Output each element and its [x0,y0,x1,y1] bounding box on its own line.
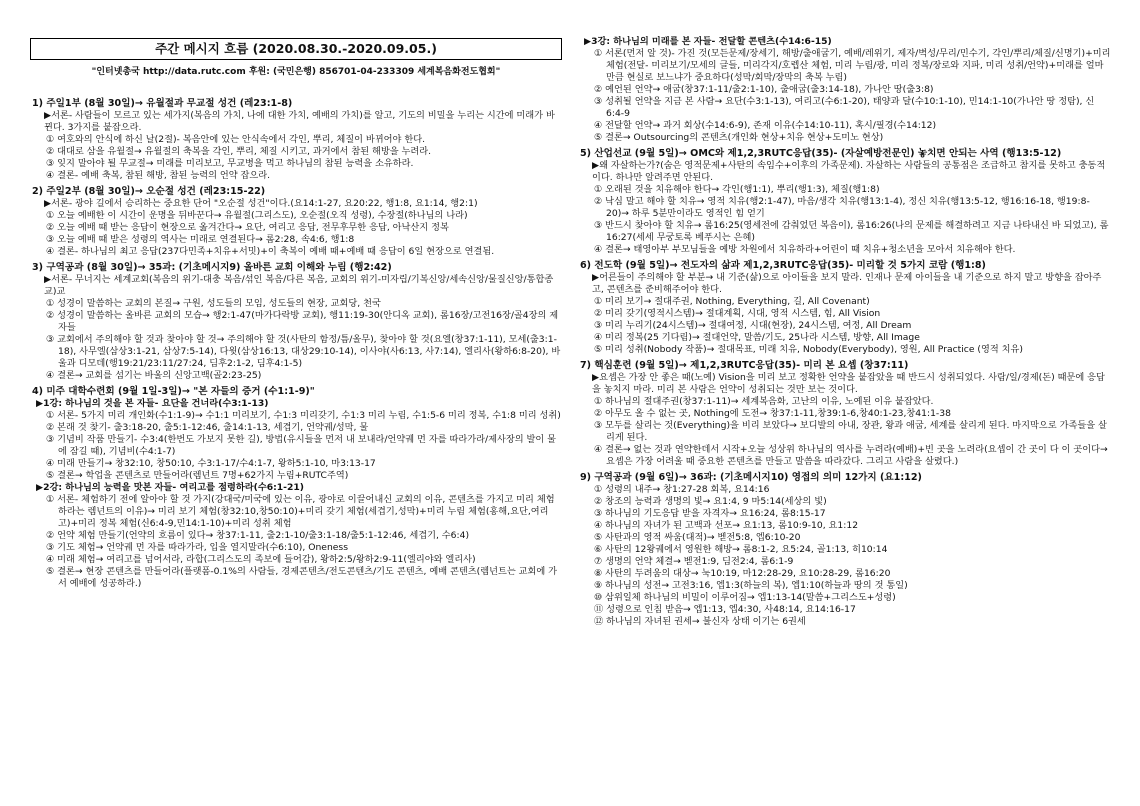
list-item: ① 오늘 예배한 이 시간이 운명을 뒤바꾼다→ 유월절(그리스도), 오순절(오직 성령), 수장절(하나님의 나라) [46,210,468,221]
list-item: ① 미리 보기→ 절대주권, Nothing, Everything, 길, All Covenant) [594,296,870,307]
list-item: ④ 결론→ 태영아부 부모님들을 예방 차원에서 치유하라+어린이 때 치유+청소년을 모아서 치유해야 한다. [594,244,1016,255]
list-item: ③ 미리 누리기(24시스템)→ 절대여정, 시대(현장), 24시스템, 여정, All Dream [594,320,912,331]
list-item: ④ 결론- 하나님의 최고 응답(237다민족+치유+서밋)+이 축복이 예배 때+예배 때 응답이 6일 현장으로 연결됨. [46,246,495,257]
list-item: ④ 결론- 예배 축복, 참된 해방, 참된 능력의 언약 잡으라. [46,170,271,181]
section-heading: 4) 미주 대학수련회 (9월 1일-3일)→ "본 자들의 증거 (수1:1-9)" [32,386,315,397]
list-item: ① 오래된 것을 치유해야 한다→ 각인(행1:1), 뿌리(행1:3), 체질(행1:8) [594,184,880,195]
list-item: ② 대대로 삼을 유월절→ 유월절의 축복을 각인, 뿌리, 체질 시키고, 과거에서 참된 해방을 누려라. [46,146,432,157]
list-item: ② 오늘 예배 때 받는 응답이 현장으로 옮겨간다→ 요단, 여리고 응답, 전무후무한 응답, 아낙산지 정복 [46,222,449,233]
section [30,262,562,382]
list-item: ③ 기도 체험→ 언약궤 먼 자를 따라가라, 입을 열지말라(수6:10), Oneness [46,542,348,553]
section-heading: 6) 전도학 (9월 5일)→ 전도자의 삶과 제1,2,3RUTC응답(35)- 미리할 것 5가지 코람 (행1:8) [580,260,986,271]
list-item: ② 미리 갖기(영적시스템)→ 절대계획, 시대, 영적 시스템, 힘, All Vision [594,308,881,319]
intro-text: ▶요셉은 가장 안 좋은 때(노예) Vision을 미리 보고 정확한 언약을 붙잡았을 때 반드시 성취되었다. 사람/일/경제(돈) 때문에 응답을 놓치지 마라. 미리 본 사람은 언약이 성취되는 것만 보는 것이다. [592,372,1105,395]
list-item: ④ 미리 정복(25 기다림)→ 절대언약, 말씀/기도, 25나라 시스템, 방향, All Image [594,332,920,343]
list-item: ① 여호와의 안식에 하신 날(2절)- 복음안에 있는 안식속에서 각인, 뿌리, 체질이 바뀌어야 한다. [46,134,426,145]
list-item: ④ 하나님의 자녀가 된 고백과 선포→ 요1:13, 롬10:9-10, 요1:12 [594,520,859,531]
intro-text: ▶왜 자살하는가?(숨은 영적문제+사탄의 속임수+이후의 가족문제). 자살하는 사람들의 공통점은 조급하고 참지를 못하고 충동적이다. 하나만 알려주면 안된다. [592,160,1106,183]
list-item: ③ 기념비 작품 만들기- 수3:4(한번도 가보지 못한 길), 방법(유시들을 먼저 내 보내라/언약궤 먼 자를 따라가라/제사장의 발이 물에 잠길 때), 기념비(수4:1-7) [46,434,557,457]
list-item: ⑤ 결론→ 현장 콘텐츠를 만들어라(플랫폼-0.1%의 사람들, 경제콘텐츠/전도콘텐츠/기도 콘텐츠, 예배 콘텐츠(렘넌트는 교회에 가서 예배에 성공하라.) [46,566,558,589]
section [30,98,562,182]
list-item: ⑤ 사탄과의 영적 싸움(대적)→ 벧전5:8, 엡6:10-20 [594,532,801,543]
list-item: ① 성경이 말씀하는 교회의 본질→ 구원, 성도들의 모임, 성도들의 현장, 교회당, 천국 [46,298,381,309]
section-heading: 2) 주일2부 (8월 30일)→ 오순절 성건 (레23:15-22) [32,186,266,197]
left-column [30,36,562,806]
list-item: ③ 잊지 말아야 될 무교절→ 미래를 미리보고, 무교병을 먹고 하나님의 참된 능력을 소유하라. [46,158,414,169]
left-column-content [30,98,562,594]
list-item: ⑧ 사탄의 두려움의 대상→ 눅10:19, 마12:28-29, 요10:28-29, 롬16:20 [594,568,891,579]
lecture-heading: ▶3강: 하나님의 미래를 본 자들- 전달할 콘텐츠(수14:6-15) [584,36,832,47]
section-heading: 1) 주일1부 (8월 30일)→ 유월절과 무교절 성건 (레23:1-8) [32,98,293,109]
right-column [578,36,1112,806]
section [578,472,1112,628]
section-heading: 3) 구역공과 (8월 30일)→ 35과: (기초메시지9) 올바른 교회 이해와 누림 (행2:42) [32,262,392,273]
list-item: ④ 전달할 언약→ 과거 회상(수14:6-9), 존재 이유(수14:10-11), 혹시/필경(수14:12) [594,120,937,131]
list-item: ⑤ 미리 성취(Nobody 작품)→ 절대목표, 미래 치유, Nobody(Everybody), 영원, All Practice (영적 치유) [594,344,1024,355]
list-item: ⑥ 사탄의 12왕궤에서 영원한 해방→ 롬8:1-2, 요5:24, 골1:13, 히10:14 [594,544,888,555]
list-item: ⑤ 결론→ 학업을 콘텐츠로 만들어라(렘넌트 7명+62가지 누림+RUTC주역) [46,470,349,481]
list-item: ② 아무도 올 수 없는 곳, Nothing에 도전→ 창37:1-11,창39:1-6,창40:1-23,창41:1-38 [594,408,951,419]
list-item: ③ 오늘 예배 때 받은 성령의 역사는 미래로 연결된다→ 롬2:28, 속4:6, 행1:8 [46,234,355,245]
list-item: ⑩ 삼위일체 하나님의 비밀이 이루어짐→ 엡1:13-14(말씀+그리스도+성령) [594,592,896,603]
list-item: ④ 결론→ 없는 것과 연약한데서 시작+오늘 성상위 하나님의 역사를 누려라(예배)+빈 곳을 노려라(요셉이 간 곳이 다 이 곳이다→ 요셉은 가장 어려울 때 중요한 콘텐츠를 만들고 말씀을 따라갔다. 그리고 사람을 살렸다.) [594,444,1108,467]
list-item: ③ 하나님의 기도응답 받을 자격자→ 요16:24, 롬8:15-17 [594,508,826,519]
lecture-heading: ▶2강: 하나님의 능력을 맛본 자들- 여리고를 점령하라(수6:1-21) [36,482,304,493]
list-item: ② 성경이 말씀하는 올바른 교회의 모습→ 행2:1-47(마가다락방 교회), 행11:19-30(안디옥 교회), 롬16장/고전16장/골4장의 제자들 [46,310,559,333]
intro-text: ▶서론- 광야 길에서 승리하는 중요한 단어 "오순절 성건"이다.(요14:1-27, 요20:22, 행1:8, 요1:14, 행2:1) [44,198,478,209]
section [30,186,562,258]
list-item: ⑤ 결론→ Outsourcing의 콘텐츠(개인화 현상+치유 현상+도미노 현상) [594,132,884,143]
intro-text: ▶서론- 무너지는 세계교회(복음의 위기-대충 복음/섞인 복음/다른 복음, 교회의 위기-미자립/기복신앙/세속신앙/물질신앙/통합종교)교 [44,274,554,297]
section [578,36,1112,144]
list-item: ② 본래 것 찾기- 출3:18-20, 출5:1-12:46, 출14:1-13, 세겹기, 언약궤/성막, 물 [46,422,369,433]
list-item: ② 언약 체험 만들기(언약의 흐름이 있다→ 창37:1-11, 출2:1-10/출3:1-18/출5:1-12:46, 세겹기, 수6:4) [46,530,470,541]
section [578,260,1112,356]
list-item: ⑦ 생명의 언약 체결→ 벧전1:9, 딤전2:4, 롬6:1-9 [594,556,794,567]
intro-text: ▶어른들이 주의해야 할 부분→ 내 기준(삶)으로 아이들을 보지 말라. 인재나 문제 아이들을 내 기준으로 하지 말고 방향을 잡아주고, 콘텐츠를 준비해주어야 한다. [592,272,1102,295]
section [578,360,1112,468]
list-item: ② 창조의 능력과 생명의 빛→ 요1:4, 9 마5:14(세상의 빛) [594,496,827,507]
list-item: ② 낙심 말고 해야 할 치유→ 영적 치유(행2:1-47), 마음/생각 치유(행13:1-4), 정신 치유(행13:5-12, 행16:16-18, 행19:8-20)→ 하루 5분만이라도 영적인 힘 얻기 [594,196,1090,219]
list-item: ⑫ 하나님의 자녀된 권세→ 불신자 상태 이기는 6권세 [594,616,806,627]
list-item: ① 하나님의 절대주권(창37:1-11)→ 세계복음화, 고난의 이유, 노예된 이유 붙잡았다. [594,396,934,407]
intro-text: ▶서론- 사람들이 모르고 있는 세가지(복음의 가치, 나에 대한 가치, 예배의 가치)를 알고, 기도의 비밀을 누리는 시간에 미래가 바뀐다. 3가지를 붙잡으라. [44,110,555,133]
list-item: ⑨ 하나님의 성전→ 고전3:16, 엡1:3(하늘의 복), 엡1:10(하늘과 땅의 것 통일) [594,580,908,591]
list-item: ③ 모두를 살리는 것(Everything)을 비리 보았다→ 보디발의 아내, 장관, 왕과 애굽, 세계를 살리게 된다. 마지막으로 가족들을 살리게 된다. [594,420,1107,443]
section [30,386,562,590]
list-item: ③ 교회에서 주의해야 할 것과 찾아야 할 것→ 주의해야 할 것(사탄의 함정/틈/올무), 찾아야 할 것(요엘(창37:1-11), 모세(출3:1-18), 사무엘(삼상3:1-21, 삼상7:5-14), 다윗(삼상16:13, 대상29:10-14), 이사야(사6:13, 사7:14), 엘리사(왕하6:8-20), 바울과 디모데(행19:21/23:11/27:24, 딤후2:1-2, 딤후4:1-5) [46,334,561,369]
list-item: ③ 반드시 찾아야 할 치유→ 롬16:25(영세전에 감춰었던 복음이), 롬16:26(나의 문제를 해결하려고 지금 나타내신 바 되었고), 롬16:27(세세 무궁토록 베푸시는 은혜) [594,220,1109,243]
section-heading: 5) 산업선교 (9월 5일)→ OMC와 제1,2,3RUTC응답(35)- (자살예방전문인) 놓치면 안되는 사역 (행13:5-12) [580,148,1062,159]
list-item: ② 예언된 언약→ 애굽(창37:1-11/출2:1-10), 출애굽(출3:14-18), 가나안 땅(출3:8) [594,84,934,95]
list-item: ⑪ 성령으로 인침 받음→ 엡1:13, 엡4:30, 사48:14, 요14:16-17 [594,604,856,615]
section [578,148,1112,256]
section-heading: 9) 구역공과 (9월 6일)→ 36과: (기초메시지10) 영접의 의미 12가지 (요1:12) [580,472,922,483]
list-item: ① 서론(먼저 알 것)- 가진 것(모든문제/장세기, 해방/출애굽기, 예배/레위기, 제자/벽성/무리/민수기, 각인/뿌리/체질/신명기)+미리 체험(전달- 미리보기/모세의 글들, 미리각지/호렙산 체험, 미리 누림/광, 미리 정복/장로와 지파, 미리 성취/언약)+미래를 얼마만큼 현실로 보느냐가 중요하다(성막/회막/장막의 축복 누림) [594,48,1111,83]
list-item: ① 성령의 내주→ 창1:27-28 회복, 요14:16 [594,484,770,495]
list-item: ③ 성취될 언약을 지금 본 사람→ 요단(수3:1-13), 여리고(수6:1-20), 태양과 달(수10:1-10), 민14:1-10(가나안 땅 정탐), 신6:4-9 [594,96,1095,119]
page-subtitle: "인터넷총국 http://data.rutc.com 후원: (국민은행) 856701-04-233309 세계복음화전도협회" [91,67,501,77]
list-item: ① 서론- 체험하기 전에 알아야 할 것 가지(강대국/미국에 있는 이유, 광야로 이끌어내신 교회의 이유, 콘텐츠를 가지고 미리 체험하라는 렘넌트의 이유)→ 미리 보기 체험(창32:10,창50:10)+미리 갖기 체험(세겹기,성막)+미리 누림 체험(홍해,요단,여리고)+미리 정복 체험(신6:4-9,민14:1-10)+미리 성취 체험 [46,494,555,529]
list-item: ④ 미래 체험→ 여리고를 넘어서라, 라합(그리스도의 족보에 들어감), 왕하2:5/왕하2:9-11(엘리야와 엘리사) [46,554,476,565]
right-column-content [578,36,1112,632]
list-item: ① 서론- 5가지 미리 개인화(수1:1-9)→ 수1:1 미리보기, 수1:3 미리갖기, 수1:3 미리 누림, 수1:5-6 미리 정복, 수1:8 미리 성취) [46,410,561,421]
page-title: 주간 메시지 흐름 (2020.08.30.-2020.09.05.) [30,38,562,60]
section-heading: 7) 핵심훈련 (9월 5일)→ 제1,2,3RUTC응답(35)- 미리 본 요셉 (창37:11) [580,360,909,371]
list-item: ④ 미래 만들기→ 창32:10, 창50:10, 수3:1-17/수4:1-7, 왕하5:1-10, 마3:13-17 [46,458,376,469]
list-item: ④ 결론→ 교회를 섬기는 바울의 신앙고백(골2:23-25) [46,370,262,381]
lecture-heading: ▶1강: 하나님의 것을 본 자들- 요단을 건너라(수3:1-13) [36,398,269,409]
